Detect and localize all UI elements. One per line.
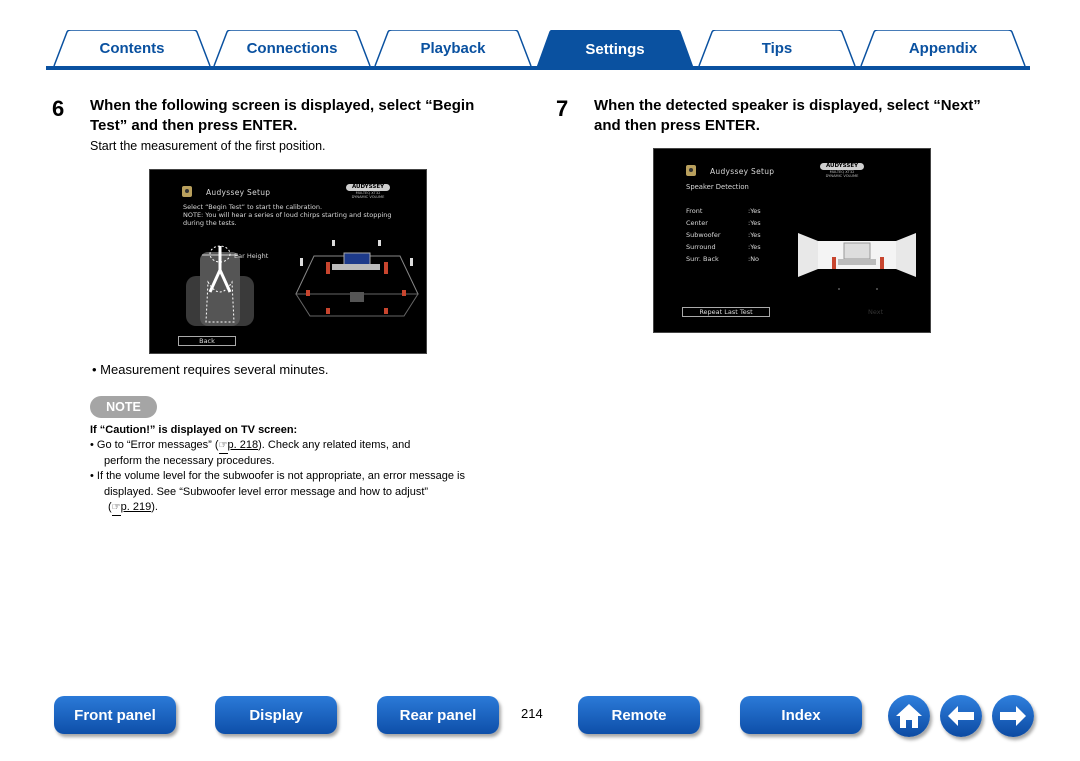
screen-subtitle: Speaker Detection	[686, 183, 749, 191]
next-button[interactable]: Next	[868, 308, 884, 316]
detection-row-center: Center :Yes	[686, 219, 761, 227]
remote-button[interactable]: Remote	[578, 696, 700, 734]
audyssey-logo: AUDYSSEY MULTEQ XT32 DYNAMIC VOLUME	[820, 163, 864, 177]
hand-pointer-icon: ☞	[112, 500, 121, 516]
step-6-subtitle: Start the measurement of the first position.	[90, 139, 326, 153]
speaker-detection-screen	[653, 148, 931, 333]
note-badge: NOTE	[90, 396, 157, 418]
hand-pointer-icon: ☞	[219, 438, 228, 454]
display-button[interactable]: Display	[215, 696, 337, 734]
tab-appendix[interactable]	[860, 30, 1026, 66]
tab-label: Settings	[585, 40, 645, 58]
tab-label: Appendix	[908, 39, 978, 57]
bullet-text: Measurement requires several minutes.	[100, 362, 329, 377]
screen-title: Audyssey Setup	[710, 167, 775, 176]
repeat-last-test-button[interactable]: Repeat Last Test	[682, 307, 770, 317]
bullet-dot: •	[92, 362, 101, 377]
note-bullet-2: • If the volume level for the subwoofer is not appropriate, an error message is	[90, 470, 465, 482]
back-arrow-icon	[940, 695, 982, 737]
screen-line-2: NOTE: You will hear a series of loud chirps starting and stopping	[183, 211, 392, 219]
step-6-title-line1: When the following screen is displayed, select “Begin	[90, 97, 475, 114]
step-7-title-line1: When the detected speaker is displayed, select “Next”	[594, 97, 981, 114]
speaker-icon	[182, 186, 192, 197]
tab-connections[interactable]	[213, 30, 371, 66]
note-bullet-2-line3: (☞p. 219).	[108, 500, 158, 516]
tab-playback[interactable]	[374, 30, 532, 66]
forward-button-nav[interactable]	[992, 695, 1034, 737]
note-bullet-2-line2: displayed. See “Subwoofer level error message and how to adjust”	[104, 486, 429, 498]
screen-line-3: during the tests.	[183, 219, 237, 227]
front-panel-button[interactable]: Front panel	[54, 696, 176, 734]
tab-label: Contents	[99, 39, 165, 57]
step-6-number: 6	[52, 96, 65, 121]
tab-settings[interactable]	[536, 30, 694, 68]
room-layout-illustration	[794, 229, 920, 301]
ear-height-label: Ear Height	[234, 252, 269, 260]
link-page-218[interactable]: p. 218	[227, 439, 259, 451]
speaker-icon	[686, 165, 696, 176]
tab-tips[interactable]	[698, 30, 856, 66]
rear-panel-button[interactable]: Rear panel	[377, 696, 499, 734]
tab-label: Playback	[420, 39, 486, 57]
tab-bar	[48, 30, 1028, 70]
back-button-nav[interactable]	[940, 695, 982, 737]
screen-title: Audyssey Setup	[206, 188, 271, 197]
screen-line-1: Select “Begin Test” to start the calibration.	[183, 203, 323, 211]
step-6-title-line2: Test” and then press ENTER.	[90, 117, 298, 134]
audyssey-logo: AUDYSSEY MULTEQ XT32 DYNAMIC VOLUME	[346, 184, 390, 198]
home-button[interactable]	[888, 695, 930, 737]
index-button[interactable]: Index	[740, 696, 862, 734]
detection-row-surround: Surround :Yes	[686, 243, 761, 251]
measurement-bullet	[92, 362, 329, 377]
tab-label: Connections	[246, 39, 338, 57]
page-number: 214	[521, 706, 543, 721]
back-button[interactable]: Back	[178, 336, 236, 346]
detection-row-subwoofer: Subwoofer :Yes	[686, 231, 761, 239]
home-icon	[888, 695, 930, 737]
room-layout-illustration	[292, 236, 422, 328]
begin-test-screen	[149, 169, 427, 354]
note-heading: If “Caution!” is displayed on TV screen:	[90, 424, 298, 436]
step-7-title-line2: and then press ENTER.	[594, 117, 760, 134]
detection-row-surr-back: Surr. Back :No	[686, 255, 760, 263]
note-bullet-1: • Go to “Error messages” (☞p. 218). Check any related items, and	[90, 438, 410, 454]
tab-underline	[46, 66, 1030, 70]
note-bullet-1-line2: perform the necessary procedures.	[104, 455, 275, 467]
step-7-number: 7	[556, 96, 569, 121]
link-page-219[interactable]: p. 219	[120, 501, 152, 513]
detection-row-front: Front :Yes	[686, 207, 761, 215]
tab-label: Tips	[761, 39, 793, 57]
tab-contents[interactable]	[53, 30, 211, 66]
forward-arrow-icon	[992, 695, 1034, 737]
